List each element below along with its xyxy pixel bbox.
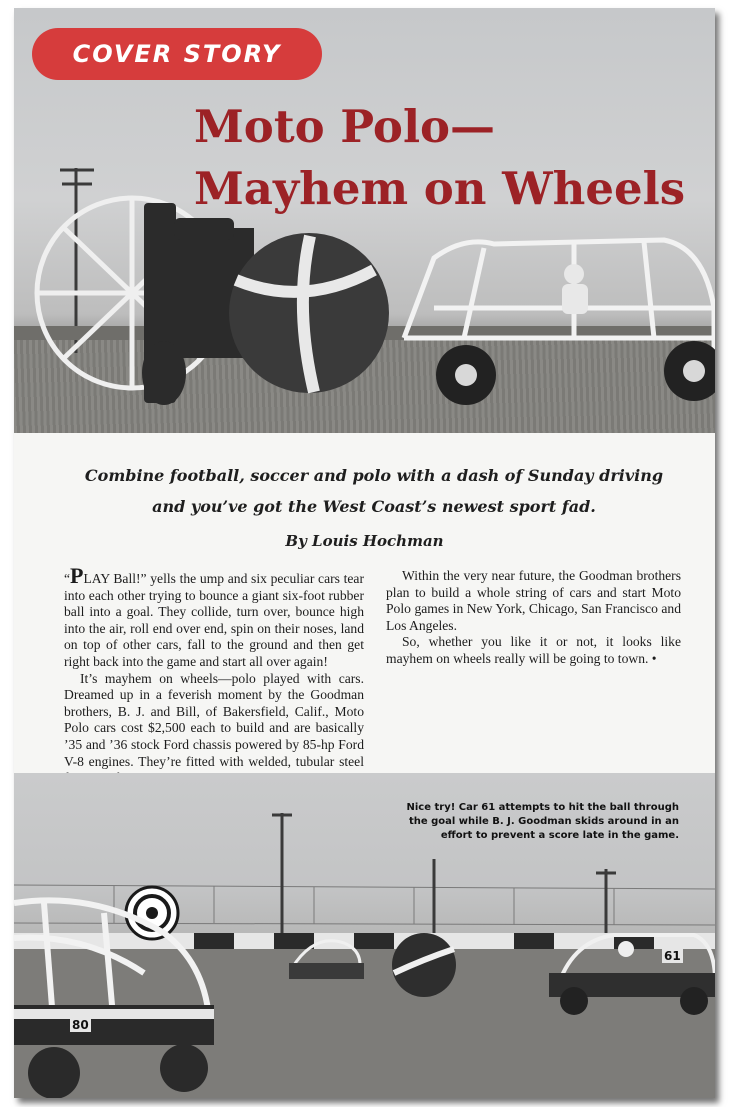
paragraph-3: Within the very near future, the Goodman brothers plan to build a whole string of cars and start Moto Polo games in New York, Chicago, San Francisco and Los Angeles. — [386, 568, 681, 633]
fence — [14, 885, 715, 925]
bottom-polo-ball — [392, 933, 456, 997]
car-80-stripe — [14, 1009, 214, 1019]
article-title — [194, 96, 714, 220]
paragraph-1-text: LAY Ball!” yells the ump and six peculiar cars tear into each other trying to bounce a giant six-foot rubber ball into a goal. They collide, turn over, bounce high into the air, roll end over end, spin on their noses, land on top of other cars, fall to the ground and then get right back into the game and start all over again! — [64, 571, 364, 669]
top-photo — [14, 8, 715, 433]
car-number-61: 61 — [664, 949, 681, 963]
utility-pole — [60, 168, 94, 353]
article-body — [64, 563, 364, 787]
car-number-80: 80 — [72, 1018, 89, 1032]
goal-target — [126, 887, 178, 939]
driver — [562, 264, 588, 314]
title-line-2: Mayhem on Wheels — [194, 162, 686, 215]
title-line-1: Moto Polo— — [194, 100, 496, 153]
paragraph-2: It’s mayhem on wheels—polo played with cars. Dreamed up in a feverish moment by the Goodman brothers, B. J. and Bill, of Bakersfield, Calif., Moto Polo cars cost $2,500 each to build and are basically ’35 and ’36 stock Ford chassis powered by 85-hp Ford V-8 engines. They’re fitted with welded, tubular steel — [64, 670, 364, 769]
bottom-photo — [14, 773, 715, 1098]
article-byline: By Louis Hochman — [285, 532, 444, 550]
magazine-page — [14, 8, 715, 1098]
opening-quote: “ — [64, 571, 71, 586]
photo-caption: Nice try! Car 61 attempts to hit the ball through the goal while B. J. Goodman skids around in an effort to prevent a score late in the game. — [406, 802, 679, 841]
polo-car-right-frame — [404, 240, 714, 353]
drop-cap: P — [70, 563, 84, 588]
paragraph-4: So, whether you like it or not, it looks like mayhem on wheels really will be going to town. • — [386, 634, 681, 666]
article-body-right — [386, 568, 681, 668]
article-deck: Combine football, soccer and polo with a dash of Sunday driving and you’ve got the West Coast’s newest sport fad. — [84, 466, 664, 516]
polo-ball — [229, 233, 389, 393]
paragraph-1 — [64, 563, 364, 671]
polo-car-right-wheels — [436, 341, 715, 405]
cover-story-badge: COVER STORY — [32, 28, 322, 80]
